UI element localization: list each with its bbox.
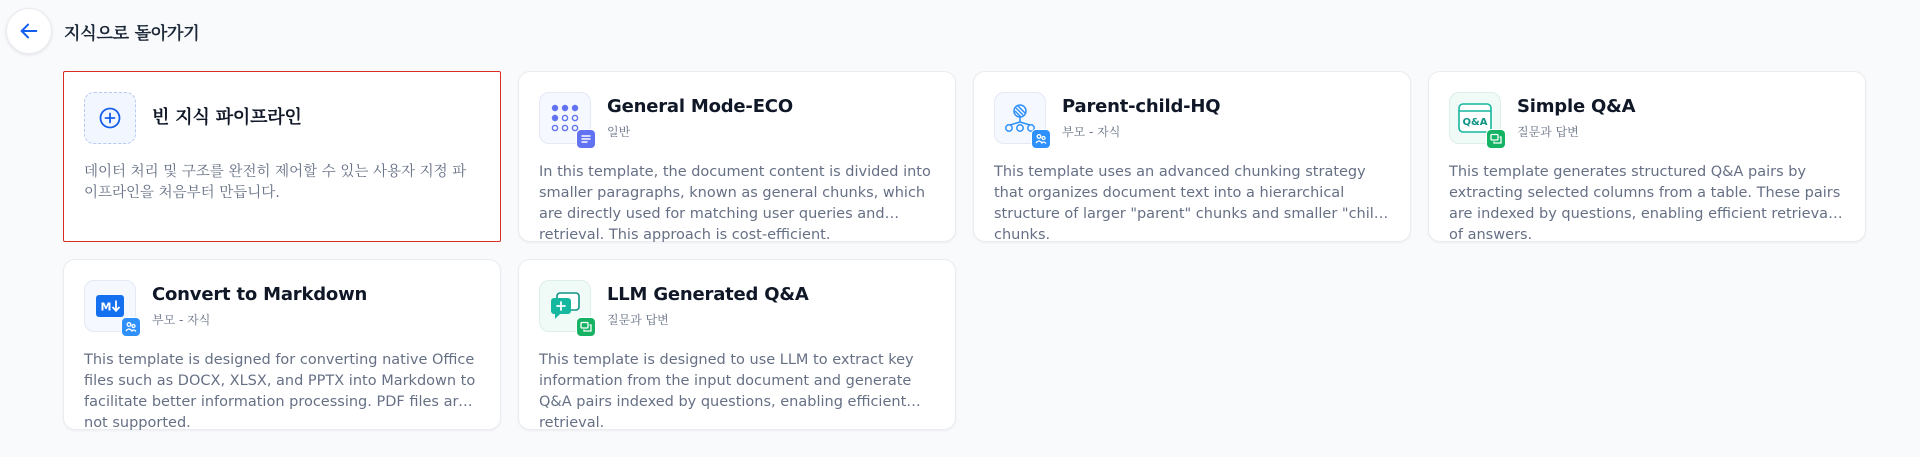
plus-circle-icon xyxy=(84,92,136,144)
parent-child-icon xyxy=(121,317,141,337)
card-subtitle: 부모 - 자식 xyxy=(1062,125,1121,139)
qa-icon xyxy=(1486,129,1506,149)
card-description: This template uses an advanced chunking strategy that organizes document text into a hierarchical structure of larger "parent" chunks and smaller "child" chunks. xyxy=(994,164,1390,243)
card-description: This template generates structured Q&A pairs by extracting selected columns from a table. These pairs are indexed by questions, enabling efficient retrieval of answers. xyxy=(1449,164,1841,243)
card-title: LLM Generated Q&A xyxy=(607,284,809,305)
svg-text:Q&A: Q&A xyxy=(1462,117,1488,128)
template-card-blank-pipeline[interactable] xyxy=(63,71,501,242)
qa-table-icon xyxy=(1449,92,1501,144)
card-title: General Mode-ECO xyxy=(607,96,793,117)
back-button[interactable] xyxy=(6,8,52,54)
card-description: This template is designed for converting native Office files such as DOCX, XLSX, and PPTX into Markdown to facilitate better information processing. PDF files are not supported. xyxy=(84,352,476,431)
card-subtitle: 일반 xyxy=(607,125,631,139)
card-title: Parent-child-HQ xyxy=(1062,96,1221,117)
card-title: 빈 지식 파이프라인 xyxy=(152,107,302,128)
template-card-convert-to-markdown[interactable] xyxy=(63,259,501,430)
arrow-left-icon xyxy=(18,20,40,42)
card-description: This template is designed to use LLM to extract key information from the input document and generate Q&A pairs indexed by questions, enabling efficient retrieval. xyxy=(539,352,914,431)
card-description: In this template, the document content is divided into smaller paragraphs, known as general chunks, which are directly used for matching user queries and retrieval. This approach is cost-efficient. xyxy=(539,164,931,243)
template-grid xyxy=(63,71,1866,430)
general-mode-icon xyxy=(576,129,596,149)
markdown-icon xyxy=(84,280,136,332)
card-subtitle: 질문과 답변 xyxy=(607,313,669,327)
llm-chat-icon xyxy=(539,280,591,332)
template-card-parent-child-hq[interactable] xyxy=(973,71,1411,242)
parent-child-icon xyxy=(1031,129,1051,149)
card-description: 데이터 처리 및 구조를 완전히 제어할 수 있는 사용자 지정 파이프라인을 처음부터 만듭니다. xyxy=(84,164,467,201)
card-subtitle: 부모 - 자식 xyxy=(152,313,211,327)
template-card-general-mode-eco[interactable] xyxy=(518,71,956,242)
top-bar xyxy=(6,8,200,54)
back-to-knowledge-label[interactable]: 지식으로 돌아가기 xyxy=(64,23,200,44)
template-card-llm-generated-qa[interactable] xyxy=(518,259,956,430)
card-title: Simple Q&A xyxy=(1517,96,1636,117)
hierarchy-icon xyxy=(994,92,1046,144)
dot-grid-icon xyxy=(539,92,591,144)
card-title: Convert to Markdown xyxy=(152,284,368,305)
qa-icon xyxy=(576,317,596,337)
template-card-simple-qa[interactable] xyxy=(1428,71,1866,242)
card-subtitle: 질문과 답변 xyxy=(1517,125,1579,139)
svg-text:M: M xyxy=(100,300,112,314)
